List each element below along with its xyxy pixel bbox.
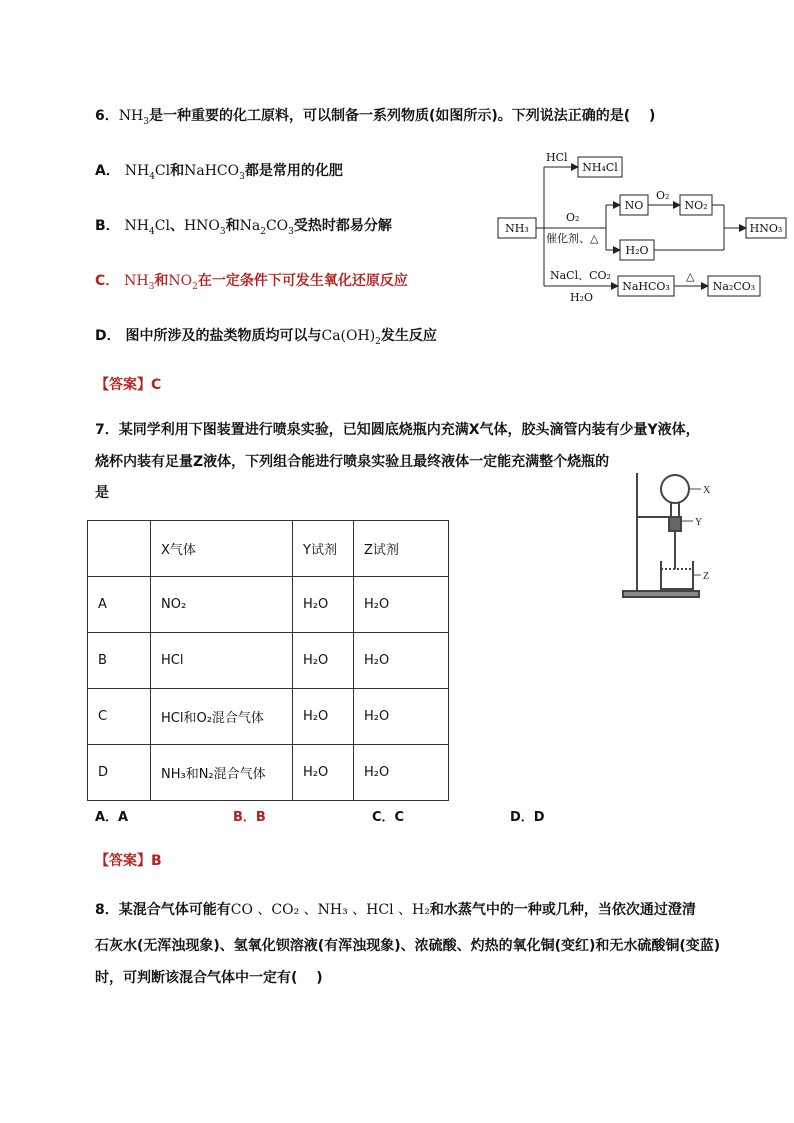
option-label: A．: [95, 163, 120, 179]
sub: 2: [260, 226, 266, 237]
formula: Na: [239, 218, 261, 234]
table-row: [88, 577, 449, 633]
q8-text: 和水蒸气中的一种或几种，当依次通过澄清: [429, 902, 696, 918]
table-row: [88, 689, 449, 745]
no2-label: NO₂: [684, 199, 708, 212]
q8-line2: 石灰水(无浑浊现象)、氢氧化钡溶液(有浑浊现象)、浓硫酸、灼热的氧化铜(变红)和无水硫酸铜(变蓝): [95, 938, 721, 954]
nh3-label: NH₃: [505, 222, 529, 235]
reaction-diagram: [490, 145, 790, 305]
table-cell: H₂O: [354, 633, 449, 689]
header-cell: [88, 521, 151, 577]
o2-top-label: O₂: [566, 211, 580, 224]
table-cell: B: [88, 633, 151, 689]
q7-table: [87, 520, 449, 801]
q6-number: 6．: [95, 108, 119, 124]
table-cell: D: [88, 745, 151, 801]
sub: 3: [219, 226, 226, 237]
formula: NH: [124, 273, 149, 289]
nacl-co2-label: NaCl、CO₂: [550, 269, 611, 282]
table-cell: NO₂: [151, 577, 293, 633]
option-text: 在一定条件下可发生氧化还原反应: [197, 273, 408, 289]
q6-text: 是一种重要的化工原料，可以制备一系列物质(如图所示)。下列说法正确的是( ): [148, 108, 656, 124]
q7-option-d: D．D: [510, 810, 545, 825]
q8-prefix: 8．某混合气体可能有: [95, 902, 231, 918]
header-cell: X气体: [151, 521, 293, 577]
header-cell: Y试剂: [293, 521, 354, 577]
option-label: D．: [95, 328, 121, 344]
option-label: C．: [95, 273, 120, 289]
q7-line3: 是: [95, 485, 109, 501]
table-cell: H₂O: [293, 689, 354, 745]
label-x: X: [703, 485, 711, 496]
formula: HNO: [183, 218, 220, 234]
q8-line1: [95, 900, 696, 920]
q7-option-a: A．A: [95, 810, 129, 825]
table-cell: HCl: [151, 633, 293, 689]
no-label: NO: [624, 199, 644, 212]
table-cell: HCl和O₂混合气体: [151, 689, 293, 745]
sub: 4: [149, 226, 155, 237]
h2o-bottom-label: H₂O: [570, 291, 594, 304]
table-cell: C: [88, 689, 151, 745]
option-label: B．: [95, 218, 120, 234]
formula: Ca(OH): [321, 328, 376, 344]
nh4cl-label: NH₄Cl: [582, 161, 618, 174]
conj: 和: [170, 163, 185, 179]
label-y: Y: [695, 517, 703, 528]
q6-option-d: [95, 326, 437, 352]
option-text: 受热时都易分解: [293, 218, 392, 234]
table-cell: NH₃和N₂混合气体: [151, 745, 293, 801]
formula: CO: [265, 218, 289, 234]
sub: 2: [375, 336, 381, 347]
q6-stem: [95, 106, 655, 132]
table-row: [88, 633, 449, 689]
table-cell: H₂O: [293, 633, 354, 689]
sub: 4: [149, 171, 155, 182]
formula: Cl: [154, 218, 170, 234]
formula: Cl: [154, 163, 171, 179]
h2o-label: H₂O: [625, 244, 649, 257]
q6-option-a: [95, 161, 343, 187]
q6-sub: 3: [143, 116, 149, 127]
q8-line3: 时，可判断该混合气体中一定有( ): [95, 970, 323, 986]
sub: 3: [148, 281, 155, 292]
table-header-row: [88, 521, 449, 577]
q7-line1: 7．某同学利用下图装置进行喷泉实验，已知圆底烧瓶内充满X气体，胶头滴管内装有少量Y液体，: [95, 422, 700, 438]
sep: 、: [169, 218, 184, 234]
fountain-apparatus-figure: [615, 465, 725, 605]
table-cell: H₂O: [293, 745, 354, 801]
catalyst-label: 催化剂、△: [546, 232, 599, 245]
hno3-label: HNO₃: [749, 222, 783, 235]
formula: NH: [124, 218, 150, 234]
sub: 3: [239, 171, 245, 182]
table-cell: H₂O: [354, 689, 449, 745]
option-text: 都是常用的化肥: [244, 163, 343, 179]
hcl-label: HCl: [546, 151, 568, 164]
q6-formula: NH: [118, 108, 144, 124]
option-text: 发生反应: [380, 328, 437, 344]
nahco3-label: NaHCO₃: [622, 280, 670, 293]
q6-option-c: [95, 271, 408, 297]
sub: 3: [288, 226, 294, 237]
table-row: [88, 745, 449, 801]
delta-label: △: [686, 270, 695, 283]
q8-gases: CO 、CO₂ 、NH₃ 、HCl 、H₂: [230, 902, 430, 918]
table-cell: A: [88, 577, 151, 633]
header-cell: Z试剂: [354, 521, 449, 577]
formula: NaHCO: [184, 163, 240, 179]
label-z: Z: [703, 571, 710, 582]
q7-option-b: B．B: [233, 810, 266, 825]
conj: 和: [225, 218, 240, 234]
na2co3-label: Na₂CO₃: [712, 280, 756, 293]
q7-option-c: C．C: [372, 810, 405, 825]
conj: 和: [154, 273, 169, 289]
q7-answer: 【答案】B: [95, 853, 162, 869]
sub: 2: [192, 281, 198, 292]
formula: NH: [124, 163, 150, 179]
q6-answer: 【答案】C: [95, 377, 162, 393]
table-cell: H₂O: [354, 745, 449, 801]
option-text: 图中所涉及的盐类物质均可以与: [125, 328, 322, 344]
formula: NO: [168, 273, 193, 289]
o2-label: O₂: [656, 189, 670, 202]
q7-line2: 烧杯内装有足量Z液体，下列组合能进行喷泉实验且最终液体一定能充满整个烧瓶的: [95, 454, 610, 470]
q6-option-b: [95, 216, 392, 242]
table-cell: H₂O: [354, 577, 449, 633]
table-cell: H₂O: [293, 577, 354, 633]
